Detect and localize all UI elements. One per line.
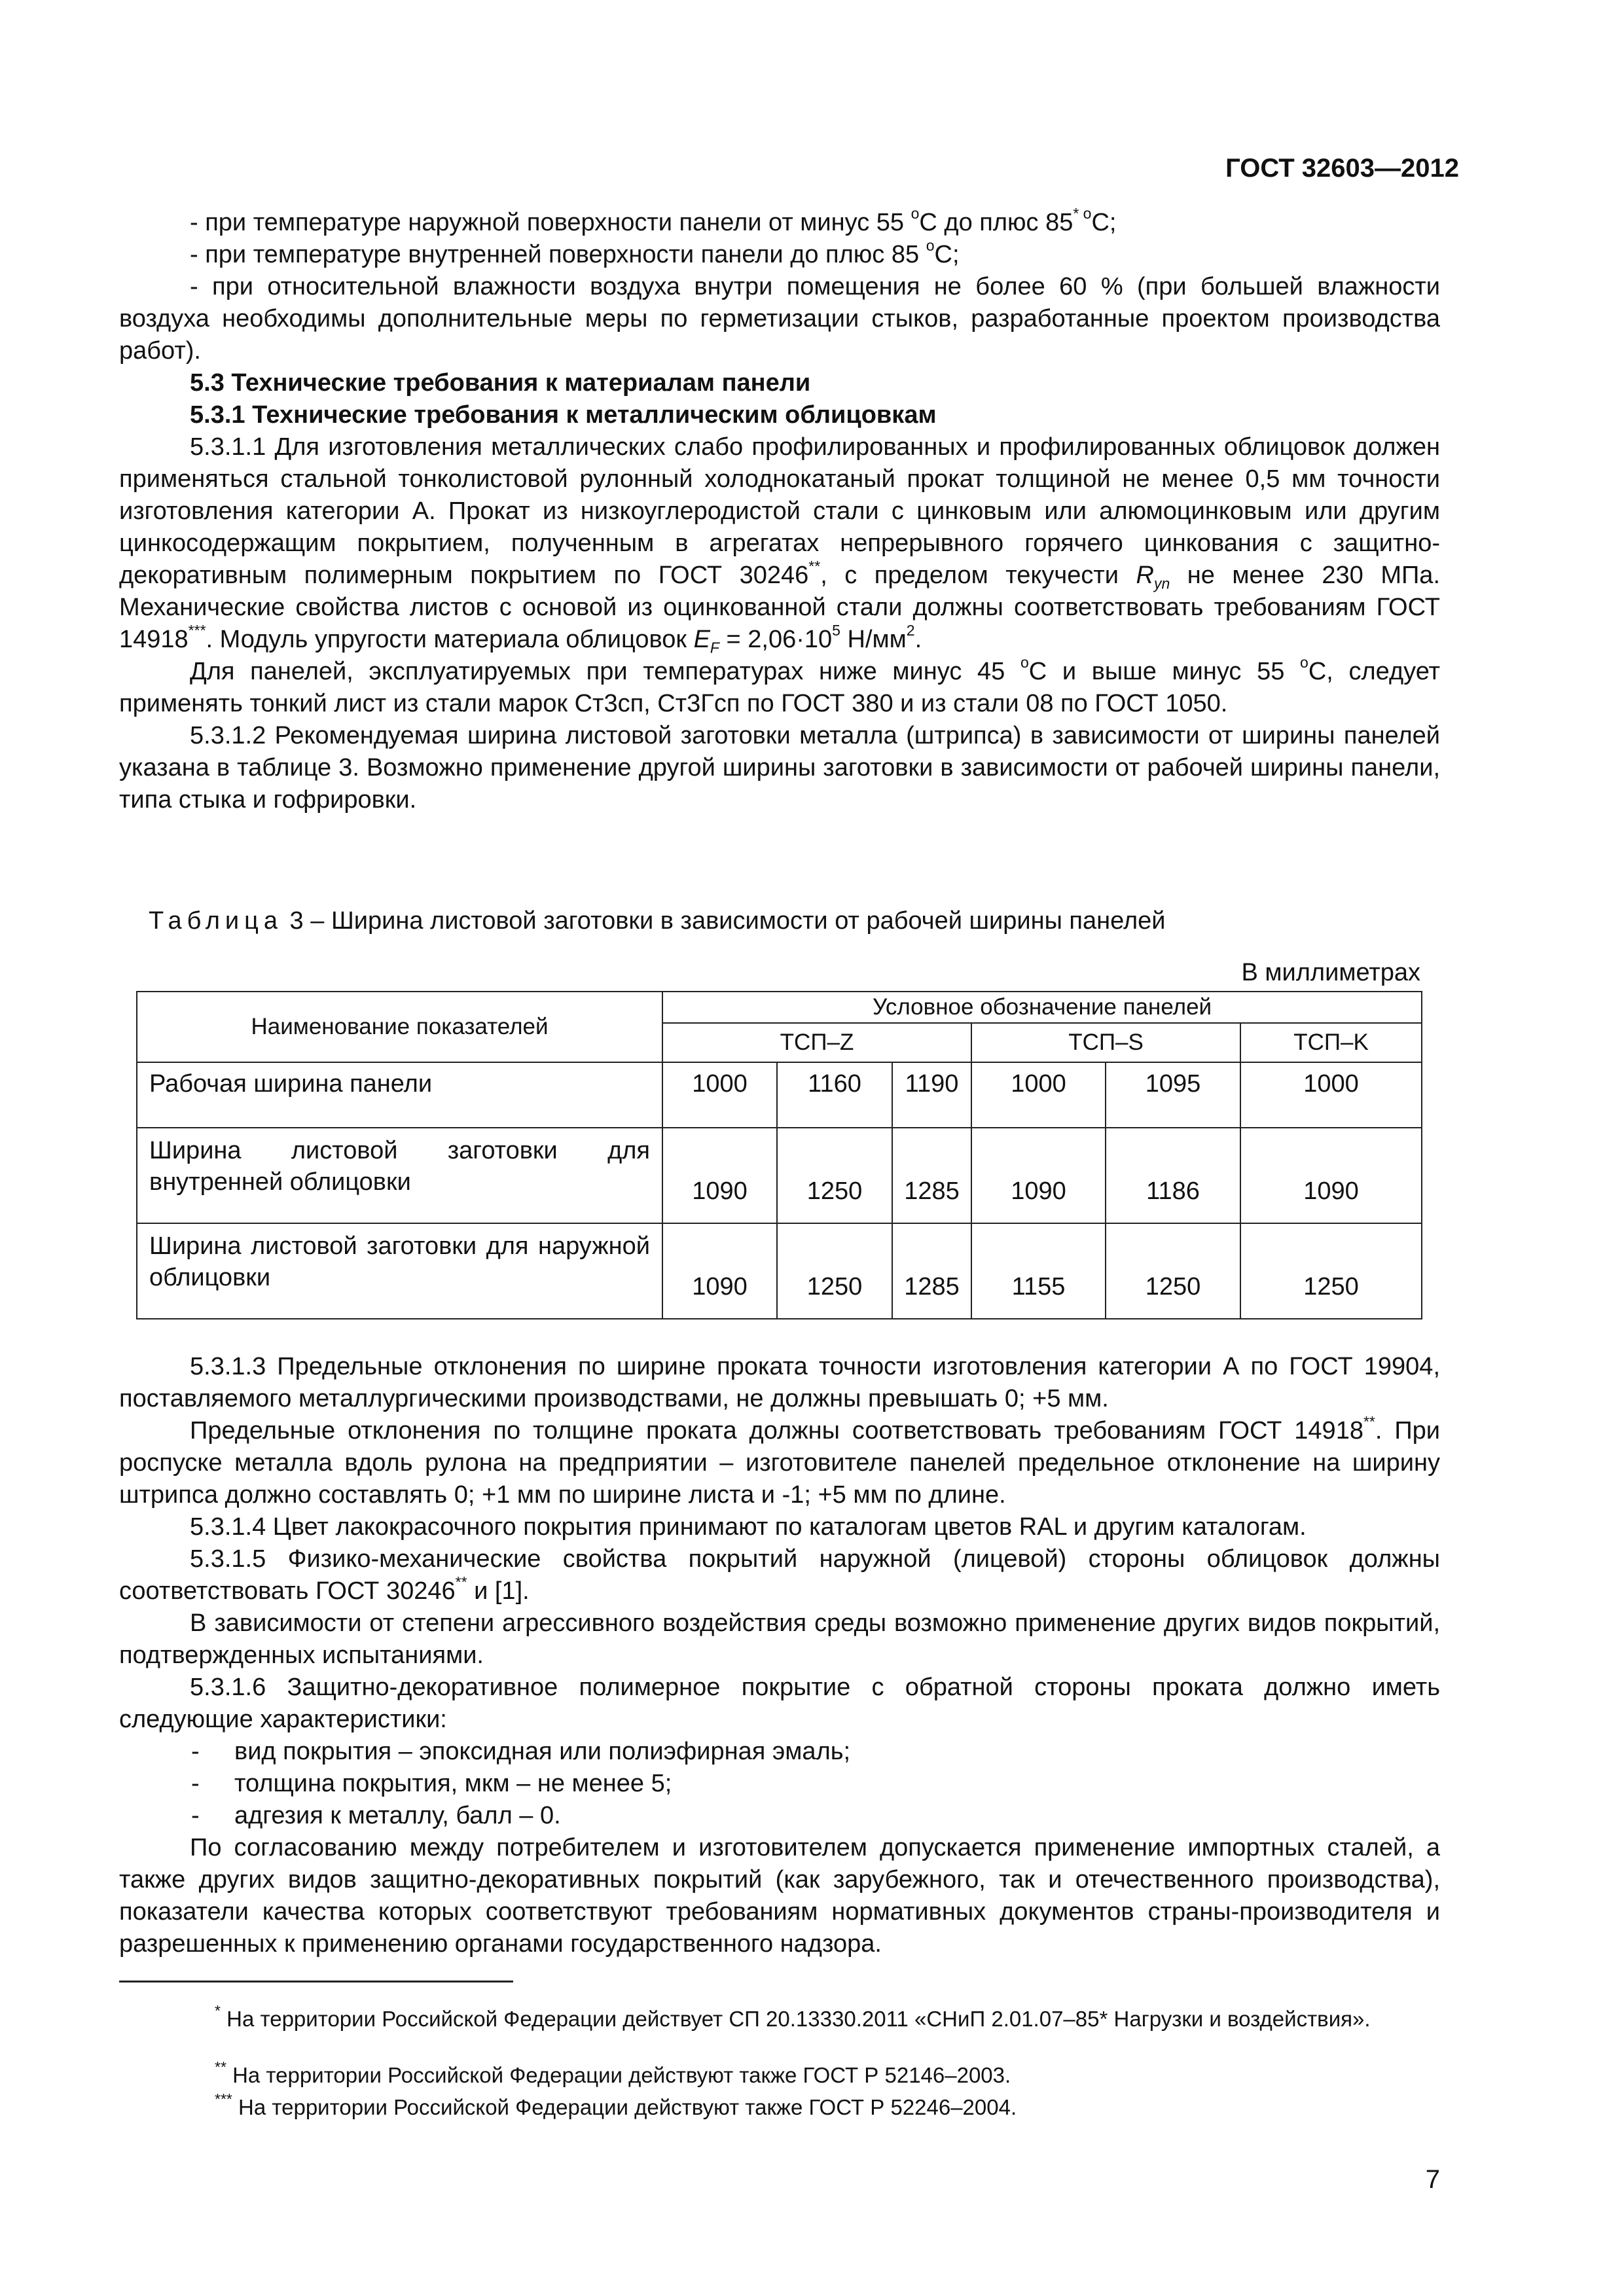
list-item: - вид покрытия – эпоксидная или полиэфирная эмаль; <box>191 1738 851 1765</box>
paragraph-5-3-1-1: 5.3.1.1 Для изготовления металлических слабо профилированных и профилированных облицовок должен применяться стальной тонколистовой рулонный холоднокатаный прокат толщиной не менее 0,5 мм точности изготовления категории А. Прокат из низкоуглеродистой стали с цинковым или алюмоцинковым или другим цинкосодержащим покрытием, полученным в агрегатах непрерывного горячего цинкования с защитно-декоративным полимерным покрытием по ГОСТ 30246**, с пределом текучести $R_{yn}$ не менее 230 МПа. Механические свойства листов с основой из оцинкованной стали должны соответствовать требованиям ГОСТ 14918***. Модуль упругости материала облицовок $E_F = 2,06\cdot 10^5$ $Н/мм^2$. <box>119 433 1440 656</box>
footnote-divider <box>119 1981 513 1982</box>
condition-outer-temp: - при температуре наружной поверхности панели от минус 55 $^o$С до плюс 85$^{* o}$С; <box>190 205 1117 236</box>
section-heading-5-3: 5.3 Технические требования к материалам панели <box>190 369 811 397</box>
table-cell: 1095 <box>1106 1062 1240 1128</box>
table-row <box>137 1223 1422 1319</box>
paragraph-5-3-1-2: 5.3.1.2 Рекомендуемая ширина листовой заготовки металла (штрипса) в зависимости от ширины панелей указана в таблице 3. Возможно применение другой ширины заготовки в зависимости от рабочей ширины панели, типа стыка и гофрировки. <box>119 722 1440 814</box>
table-cell: 1250 <box>777 1223 892 1319</box>
paragraph-5-3-1-3: 5.3.1.3 Предельные отклонения по ширине проката точности изготовления категории А по ГОСТ 19904, поставляемого металлургическими производствами, не должны превышать 0; +5 мм. <box>119 1353 1440 1412</box>
table-cell: 1160 <box>777 1062 892 1128</box>
table-3 <box>136 991 1422 1319</box>
table-cell: 1000 <box>662 1062 777 1128</box>
table-cell: 1000 <box>1240 1062 1422 1128</box>
condition-humidity: - при относительной влажности воздуха внутри помещения не более 60 % (при большей влажности воздуха необходимы дополнительные меры по герметизации стыков, разработанные проектом производства работ). <box>119 273 1440 365</box>
condition-inner-temp: - при температуре внутренней поверхности панели до плюс 85 $^o$С; <box>190 237 960 268</box>
table-cell: 1285 <box>892 1128 971 1223</box>
table-cell: 1186 <box>1106 1128 1240 1223</box>
table-cell: 1155 <box>971 1223 1106 1319</box>
table-cell: 1190 <box>892 1062 971 1128</box>
paragraph-import: По согласованию между потребителем и изготовителем допускается применение импортных сталей, а также других видов защитно-декоративных покрытий (как зарубежного, так и отечественного производства), показатели качества которых соответствуют требованиям нормативных документов страны-производителя и разрешенных к применению органами государственного надзора. <box>119 1834 1440 1958</box>
paragraph-aggressive: В зависимости от степени агрессивного воздействия среды возможно применение других видов покрытий, подтвержденных испытаниями. <box>119 1609 1440 1669</box>
table-units: В миллиметрах <box>1241 959 1420 986</box>
table-row <box>137 1128 1422 1223</box>
table-cell: 1000 <box>971 1062 1106 1128</box>
footnote-1: * На территории Российской Федерации действует СП 20.13330.2011 «СНиП 2.01.07–85* Нагрузки и воздействия». <box>215 2002 1371 2031</box>
list-item: - адгезия к металлу, балл – 0. <box>191 1802 561 1829</box>
list-item: - толщина покрытия, мкм – не менее 5; <box>191 1770 672 1797</box>
table-row <box>137 1062 1422 1128</box>
column-header-name: Наименование показателей <box>137 992 662 1062</box>
paragraph-5-3-1-5: 5.3.1.5 Физико-механические свойства покрытий наружной (лицевой) стороны облицовок должны соответствовать ГОСТ 30246** и [1]. <box>119 1545 1440 1605</box>
post-table-block <box>119 1351 1440 1960</box>
column-header-type-s: ТСП–S <box>971 1023 1240 1062</box>
section-heading-5-3-1: 5.3.1 Технические требования к металлическим облицовкам <box>190 401 937 429</box>
column-header-type-z: ТСП–Z <box>662 1023 971 1062</box>
table-cell: 1090 <box>971 1128 1106 1223</box>
footnote-3: *** На территории Российской Федерации действуют также ГОСТ Р 52246–2004. <box>215 2090 1017 2119</box>
page-number: 7 <box>1425 2165 1440 2194</box>
table-cell: 1250 <box>777 1128 892 1223</box>
column-header-group: Условное обозначение панелей <box>662 992 1422 1023</box>
row-name: Ширина листовой заготовки для внутренней облицовки <box>137 1128 662 1223</box>
table-caption: Таблица 3 – Ширина листовой заготовки в зависимости от рабочей ширины панелей <box>149 907 1166 935</box>
table-cell: 1250 <box>1106 1223 1240 1319</box>
footnote-2: ** На территории Российской Федерации действуют также ГОСТ Р 52146–2003. <box>215 2058 1011 2087</box>
row-name: Рабочая ширина панели <box>137 1062 662 1128</box>
table-cell: 1090 <box>1240 1128 1422 1223</box>
standard-header: ГОСТ 32603—2012 <box>1225 154 1459 183</box>
paragraph-5-3-1-4: 5.3.1.4 Цвет лакокрасочного покрытия принимают по каталогам цветов RAL и другим каталогам. <box>190 1513 1307 1541</box>
paragraph-low-temperature: Для панелей, эксплуатируемых при температурах ниже минус 45 $^o$С и выше минус 55 $^o$С, следует применять тонкий лист из стали марок Ст3сп, Ст3Гсп по ГОСТ 380 и из стали 08 по ГОСТ 1050. <box>119 654 1440 717</box>
paragraph-5-3-1-6: 5.3.1.6 Защитно-декоративное полимерное покрытие с обратной стороны проката должно иметь следующие характеристики: <box>119 1674 1440 1733</box>
table-cell: 1285 <box>892 1223 971 1319</box>
conditions-block <box>119 207 1440 816</box>
column-header-type-k: ТСП–K <box>1240 1023 1422 1062</box>
table-cell: 1090 <box>662 1223 777 1319</box>
paragraph-thickness: Предельные отклонения по толщине проката должны соответствовать требованиям ГОСТ 14918**. При роспуске металла вдоль рулона на предприятии – изготовителе панелей предельное отклонение на ширину штрипса должно составлять 0; +1 мм по ширине листа и -1; +5 мм по длине. <box>119 1413 1441 1509</box>
table-cell: 1090 <box>662 1128 777 1223</box>
table-cell: 1250 <box>1240 1223 1422 1319</box>
row-name: Ширина листовой заготовки для наружной облицовки <box>137 1223 662 1319</box>
